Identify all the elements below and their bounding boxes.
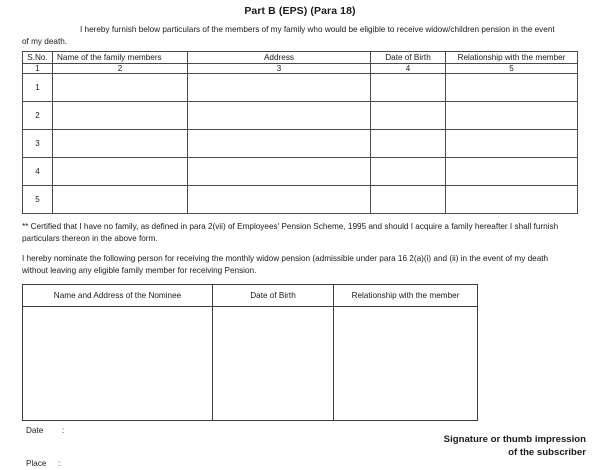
family-row-2-dob[interactable] [371, 102, 446, 130]
table-row [23, 158, 578, 186]
family-row-3-relationship[interactable] [446, 130, 578, 158]
family-row-5-sno: 5 [23, 186, 53, 214]
family-row-4-sno: 4 [23, 158, 53, 186]
nominee-row-1-dob[interactable] [213, 307, 334, 421]
family-row-3-name[interactable] [53, 130, 188, 158]
family-header-address: Address [188, 52, 371, 64]
table-row [23, 102, 578, 130]
family-row-1-dob[interactable] [371, 74, 446, 102]
family-row-1-address[interactable] [188, 74, 371, 102]
signature-line-1: Signature or thumb impression [443, 434, 586, 445]
family-row-5-relationship[interactable] [446, 186, 578, 214]
family-row-2-relationship[interactable] [446, 102, 578, 130]
family-colnum-4: 4 [371, 64, 446, 74]
nominee-table-header-row [23, 285, 478, 307]
family-table-header-row [23, 52, 578, 64]
family-row-2-sno: 2 [23, 102, 53, 130]
nominee-row-1-name-address[interactable] [23, 307, 213, 421]
family-row-4-relationship[interactable] [446, 158, 578, 186]
nomination-paragraph: I hereby nominate the following person for receiving the monthly widow pension (admissible under para 16 2(a)(i) and (ii) in the event of my death without leaving any eligible family member for receiving Pension. [22, 254, 549, 275]
family-colnum-3: 3 [188, 64, 371, 74]
family-table-column-number-row [23, 64, 578, 74]
nominee-table [22, 284, 478, 421]
family-colnum-5: 5 [446, 64, 578, 74]
family-row-3-sno: 3 [23, 130, 53, 158]
table-row [23, 130, 578, 158]
family-row-2-address[interactable] [188, 102, 371, 130]
family-members-table [22, 51, 578, 214]
place-value-field[interactable]: : [58, 459, 61, 468]
intro-paragraph: I hereby furnish below particulars of the members of my family who would be eligible to receive widow/children pension in the event of my death. [22, 25, 555, 46]
family-header-relationship: Relationship with the member [446, 52, 578, 64]
family-row-5-dob[interactable] [371, 186, 446, 214]
place-label: Place [26, 459, 47, 468]
date-value-field[interactable]: : [62, 426, 65, 435]
page-title: Part B (EPS) (Para 18) [244, 5, 356, 17]
family-header-dob: Date of Birth [371, 52, 446, 64]
family-row-1-sno: 1 [23, 74, 53, 102]
nominee-row-1-relationship[interactable] [334, 307, 478, 421]
nominee-header-name-address: Name and Address of the Nominee [23, 285, 213, 307]
family-row-2-name[interactable] [53, 102, 188, 130]
certification-paragraph: ** Certified that I have no family, as defined in para 2(vii) of Employees' Pension Scheme, 1995 and should I acquire a family hereafter I shall furnish particulars thereon in the above form. [22, 222, 559, 243]
family-row-3-dob[interactable] [371, 130, 446, 158]
table-row [23, 307, 478, 421]
family-colnum-1: 1 [23, 64, 53, 74]
family-row-5-address[interactable] [188, 186, 371, 214]
family-colnum-2: 2 [53, 64, 188, 74]
family-header-sno: S.No. [23, 52, 53, 64]
family-row-1-name[interactable] [53, 74, 188, 102]
family-header-name: Name of the family members [53, 52, 188, 64]
family-row-4-name[interactable] [53, 158, 188, 186]
family-row-5-name[interactable] [53, 186, 188, 214]
nominee-header-dob: Date of Birth [213, 285, 334, 307]
family-row-3-address[interactable] [188, 130, 371, 158]
signature-block [300, 433, 586, 459]
table-row [23, 186, 578, 214]
nominee-header-relationship: Relationship with the member [334, 285, 478, 307]
family-row-1-relationship[interactable] [446, 74, 578, 102]
family-row-4-address[interactable] [188, 158, 371, 186]
signature-line-2: of the subscriber [508, 447, 586, 458]
family-row-4-dob[interactable] [371, 158, 446, 186]
table-row [23, 74, 578, 102]
date-label: Date [26, 426, 44, 435]
